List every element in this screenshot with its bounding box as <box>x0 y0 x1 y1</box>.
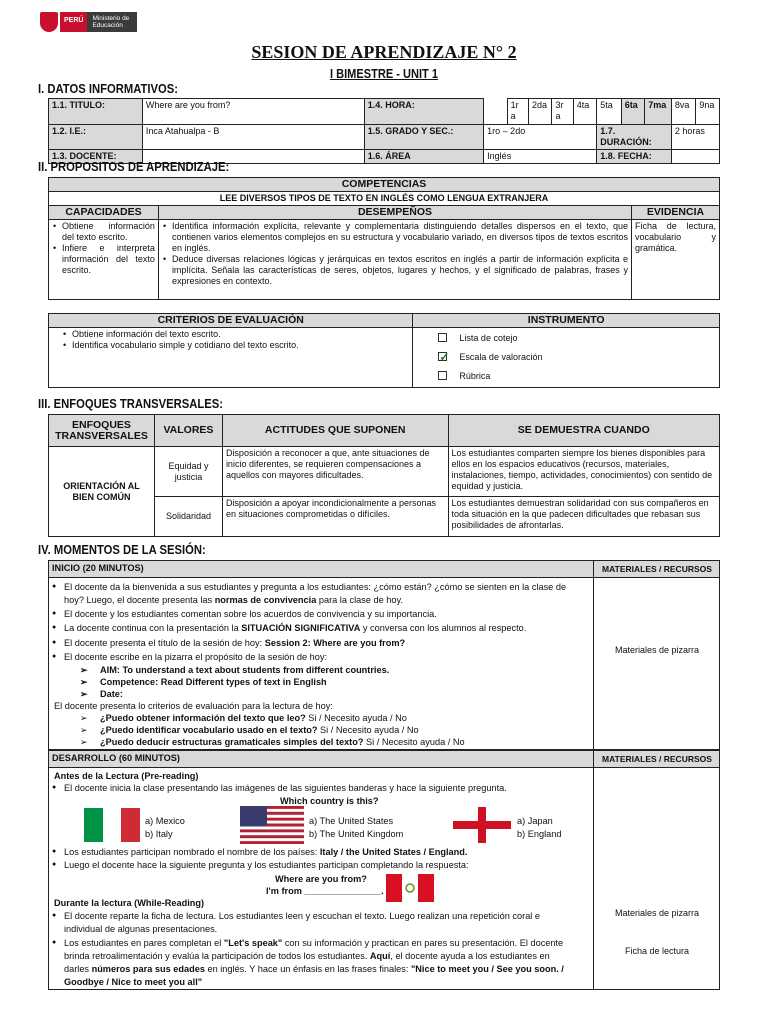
titulo-value: Where are you from? <box>142 99 364 125</box>
enfoques-table <box>48 414 720 537</box>
valores-header: VALORES <box>154 415 222 447</box>
area-value: Inglés <box>484 150 597 164</box>
fecha-value <box>671 150 719 164</box>
desarrollo-divider <box>593 767 594 990</box>
desempeno-item: • Deduce diversas relaciones lógicas y jerárquicas en textos escritos en inglés a partir de información explícita e implícita. Señala las características de seres, objetos, lugares y hechos, y el significado de palabras, frases y expresiones en contexto. <box>162 254 628 287</box>
criterio-question: ➢ ¿Puedo obtener información del texto que leo? Si / Necesito ayuda / No <box>100 712 407 724</box>
instrumento-label: Rúbrica <box>459 371 491 381</box>
desarrollo-materiales-value: Ficha de lectura <box>624 946 690 956</box>
peru-shield-icon <box>40 12 58 32</box>
flag-options-1 <box>145 815 185 841</box>
option-b: b) Italy <box>145 829 173 839</box>
inicio-materiales-header: MATERIALES / RECURSOS <box>602 564 712 574</box>
inicio-materiales-value: Materiales de pizarra <box>614 645 700 655</box>
grado-value: 1ro – 2do <box>484 125 597 150</box>
valor-value: Equidad y justicia <box>154 447 222 497</box>
datos-table <box>48 98 720 164</box>
criterio-item: • Identifica vocabulario simple y cotidiano del texto escrito. <box>62 340 409 351</box>
inicio-item: ● El docente da la bienvenida a sus estudiantes y pregunta a los estudiantes: ¿cómo están? ¿cómo se sienten en la clase de <box>64 581 566 593</box>
inicio-divider <box>593 577 594 750</box>
instrumento-rubrica <box>438 367 716 386</box>
option-a: a) Mexico <box>145 816 185 826</box>
actitud-value: Disposición a apoyar incondicionalmente a personas en situaciones comprometidas o difíciles. <box>222 497 448 537</box>
desempenos-header: DESEMPEÑOS <box>158 206 631 220</box>
propositos-table <box>48 177 720 300</box>
instrumento-label: Lista de cotejo <box>459 333 518 343</box>
evidencia-value: Ficha de lectura, vocabulario y gramática. <box>632 220 720 300</box>
desempeno-item: • Identifica información explícita, relevante y complementaria distinguiendo detalles dispersos en el texto, que contienen varios elementos complejos en su estructura y vocabulario variado, en diversos tipos de textos escritos en inglés. <box>162 221 628 254</box>
usa-flag-icon <box>240 806 304 844</box>
competencia-text: LEE DIVERSOS TIPOS DE TEXTO EN INGLÉS COMO LENGUA EXTRANJERA <box>49 192 720 206</box>
demuestra-value: Los estudiantes comparten siempre los bienes disponibles para ellos en los espacios educativos (recursos, materiales, instalaciones, tiempo, actividades, conocimientos) con sentido de equidad y justicia. <box>448 447 719 497</box>
evidencia-header: EVIDENCIA <box>632 206 720 220</box>
section-enfoques-heading: III. ENFOQUES TRANSVERSALES: <box>38 397 224 411</box>
inicio-item-cont: hoy? Luego, el docente presenta las normas de convivencia para la clase de hoy. <box>64 595 403 605</box>
competencias-header: COMPETENCIAS <box>49 178 720 192</box>
hora-1: 1r a <box>507 99 528 125</box>
italy-flag-icon <box>84 808 140 842</box>
criterios-table <box>48 313 720 388</box>
desarrollo-materiales-header: MATERIALES / RECURSOS <box>602 754 712 764</box>
competence-text: ➢ Competence: Read Different types of text in English <box>100 676 327 688</box>
criterio-item: • Obtiene información del texto escrito. <box>62 329 409 340</box>
logo-ministry-label: Ministerio de Educación <box>87 12 137 32</box>
page-subtitle: I BIMESTRE - UNIT 1 <box>329 66 439 81</box>
desarrollo-header: DESARROLLO (60 MINUTOS) <box>52 753 180 763</box>
option-b: b) England <box>517 829 562 839</box>
desarrollo-item-cont: darles números para sus edades en inglés. Y hace un énfasis en las frases finales: "Nice to meet you / See you soon. / <box>64 964 564 974</box>
checkbox-icon[interactable] <box>438 333 447 342</box>
criterios-header: CRITERIOS DE EVALUACIÓN <box>49 314 413 328</box>
duracion-value: 2 horas <box>671 125 719 150</box>
hora-2: 2da <box>528 99 551 125</box>
hora-9: 9na <box>696 99 720 125</box>
section-momentos-heading: IV. MOMENTOS DE LA SESIÓN: <box>38 543 206 557</box>
desarrollo-item: ● Luego el docente hace la siguiente pregunta y los estudiantes participan completando la respuesta: <box>64 859 469 871</box>
option-b: b) The United Kingdom <box>309 829 404 839</box>
peru-flag-icon <box>386 874 434 902</box>
inicio-criterios-intro: El docente presenta lo criterios de evaluación para la lectura de hoy: <box>54 701 333 711</box>
checked-checkbox-icon[interactable] <box>438 352 447 361</box>
im-from-answer: I'm from _______________. <box>266 886 384 896</box>
checkbox-icon[interactable] <box>438 371 447 380</box>
where-question: Where are you from? <box>275 874 367 884</box>
demuestra-header: SE DEMUESTRA CUANDO <box>448 415 719 447</box>
desarrollo-item-cont: brinda retroalimentación y evalúa la participación de todos los estudiantes. Aquí, el docente ayuda a los estudiantes en <box>64 951 550 961</box>
ie-label: 1.2. I.E.: <box>49 125 143 150</box>
inicio-item: ● El docente presenta el título de la sesión de hoy: Session 2: Where are you from? <box>64 637 405 649</box>
country-question: Which country is this? <box>280 796 379 806</box>
section-propositos-heading: II. PROPOSITOS DE APRENDIZAJE: <box>38 160 230 174</box>
antes-lectura-heading: Antes de la Lectura (Pre-reading) <box>54 771 199 781</box>
desarrollo-item-cont: Goodbye / Nice to meet you all" <box>64 977 203 987</box>
desarrollo-item-cont: individual de algunas presentaciones. <box>64 924 218 934</box>
page-title: SESION DE APRENDIZAJE N° 2 <box>251 42 517 62</box>
logo-peru-label: PERÚ <box>60 12 87 32</box>
fecha-label: 1.8. FECHA: <box>597 150 672 164</box>
ie-value: Inca Atahualpa - B <box>142 125 364 150</box>
enfoques-header: ENFOQUES TRANSVERSALES <box>49 415 155 447</box>
capacidad-item: • Infiere e interpreta información del texto escrito. <box>52 243 155 276</box>
durante-lectura-heading: Durante la lectura (While-Reading) <box>54 898 205 908</box>
hora-8: 8va <box>671 99 696 125</box>
actitudes-header: ACTITUDES QUE SUPONEN <box>222 415 448 447</box>
inicio-item: ● La docente continua con la presentación la SITUACIÓN SIGNIFICATIVA y conversa con los alumnos al respecto. <box>64 622 526 634</box>
instrumento-lista <box>438 329 716 348</box>
demuestra-value: Los estudiantes demuestran solidaridad con sus compañeros en toda situación en la que padecen dificultades que rebasan sus posibilidades de afrontarlas. <box>448 497 719 537</box>
england-flag-icon <box>453 807 511 843</box>
desarrollo-materiales-value: Materiales de pizarra <box>614 908 700 918</box>
option-a: a) The United States <box>309 816 394 826</box>
grado-label: 1.5. GRADO Y SEC.: <box>364 125 483 150</box>
hora-3: 3r a <box>552 99 573 125</box>
docente-label: 1.3. DOCENTE: <box>49 150 143 164</box>
inicio-item: ● El docente y los estudiantes comentan sobre los acuerdos de convivencia y su importancia. <box>64 608 437 620</box>
section-datos-heading: I. DATOS INFORMATIVOS: <box>38 82 179 96</box>
option-a: a) Japan <box>517 816 553 826</box>
inicio-item: ● El docente escribe en la pizarra el propósito de la sesión de hoy: <box>64 651 327 663</box>
desarrollo-item: ● El docente inicia la clase presentando las imágenes de las siguientes banderas y hace la siguiente pregunta. <box>64 782 507 794</box>
titulo-label: 1.1. TITULO: <box>49 99 143 125</box>
desarrollo-item: ● Los estudiantes participan nombrado el nombre de los países: Italy / the United States / England. <box>64 846 467 858</box>
desarrollo-item: ● El docente reparte la ficha de lectura. Los estudiantes leen y escuchan el texto. Luego realizan una repetición coral e <box>64 910 540 922</box>
capacidades-header: CAPACIDADES <box>49 206 159 220</box>
date-text: ➢ Date: <box>100 688 123 700</box>
hora-6: 6ta <box>621 99 644 125</box>
hora-7: 7ma <box>645 99 672 125</box>
instrumento-header: INSTRUMENTO <box>413 314 720 328</box>
flag-options-3 <box>517 815 561 841</box>
area-label: 1.6. ÁREA <box>364 150 483 164</box>
instrumento-label: Escala de valoración <box>459 352 543 362</box>
ministry-logo <box>40 12 137 32</box>
flag-options-2 <box>309 815 403 841</box>
criterio-question: ➢ ¿Puedo deducir estructuras gramaticales simples del texto? Si / Necesito ayuda / No <box>100 736 465 748</box>
aim-text: ➢ AIM: To understand a text about students from different countries. <box>100 664 389 676</box>
hora-4: 4ta <box>573 99 596 125</box>
desarrollo-item: ● Los estudiantes en pares completan el "Let's speak" con su información y practican en pares su presentación. El docente <box>64 937 563 949</box>
valor-value: Solidaridad <box>154 497 222 537</box>
actitud-value: Disposición a reconocer a que, ante situaciones de inicio diferentes, se requieren compensaciones a aquellos con mayores dificultades. <box>222 447 448 497</box>
instrumento-escala <box>438 348 716 367</box>
hora-label: 1.4. HORA: <box>364 99 483 125</box>
enfoque-value: ORIENTACIÓN AL BIEN COMÚN <box>49 447 155 537</box>
criterio-question: ➢ ¿Puedo identificar vocabulario usado en el texto? Si / Necesito ayuda / No <box>100 724 419 736</box>
capacidad-item: • Obtiene información del texto escrito. <box>52 221 155 243</box>
duracion-label: 1.7. DURACIÓN: <box>597 125 672 150</box>
hora-5: 5ta <box>597 99 622 125</box>
inicio-header: INICIO (20 MINUTOS) <box>52 563 144 573</box>
